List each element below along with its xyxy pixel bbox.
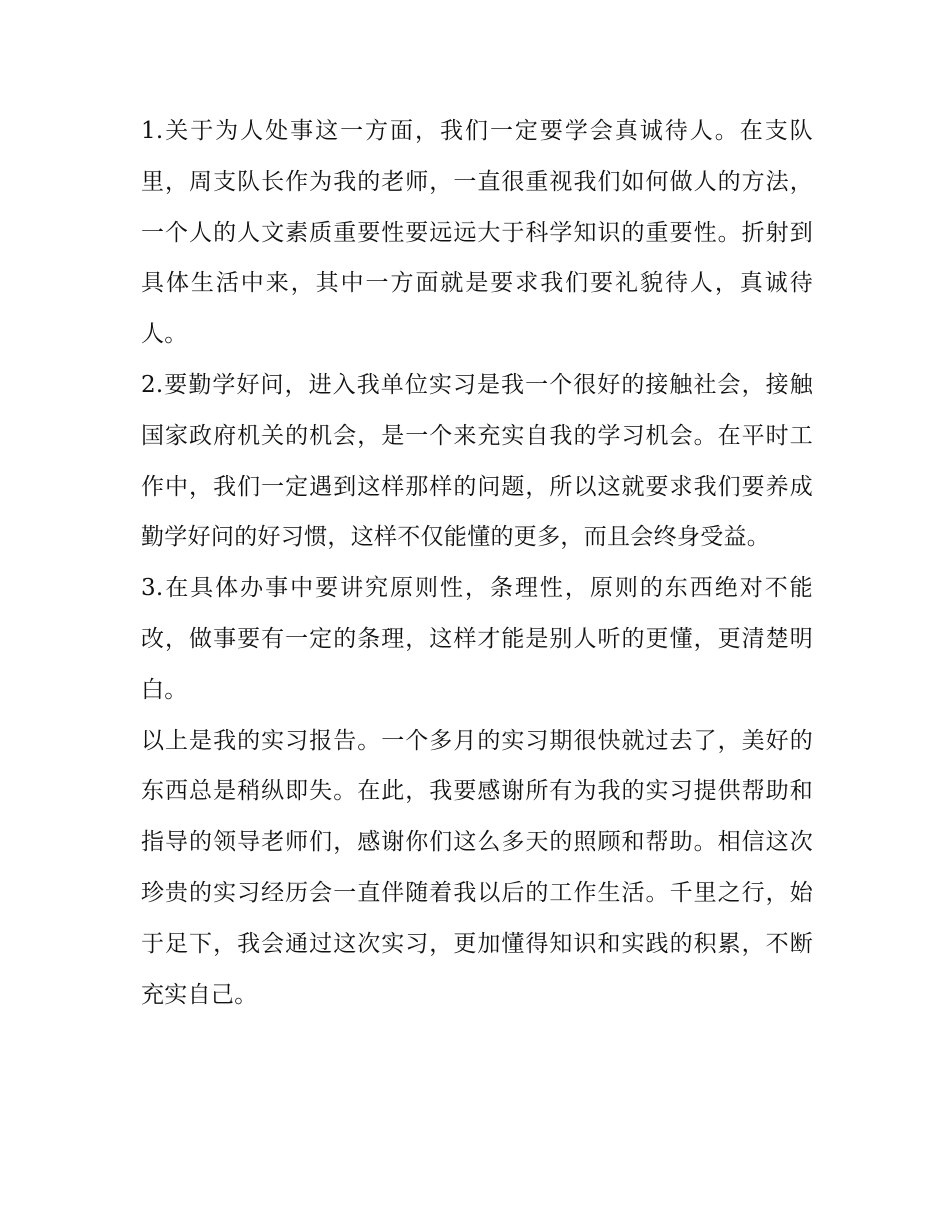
document-body xyxy=(141,106,813,1020)
paragraph-principle-sincerity: 1.关于为人处事这一方面，我们一定要学会真诚待人。在支队里，周支队长作为我的老师，一直很重视我们如何做人的方法，一个人的人文素质重要性要远远大于科学知识的重要性。折射到具体生活中来，其中一方面就是要求我们要礼貌待人，真诚待人。 xyxy=(141,118,813,348)
paragraph-principles-order: 3.在具体办事中要讲究原则性，条理性，原则的东西绝对不能改，做事要有一定的条理，这样才能是别人听的更懂，更清楚明白。 xyxy=(141,575,813,703)
paragraph-diligent-learning: 2.要勤学好问，进入我单位实习是我一个很好的接触社会，接触国家政府机关的机会，是一个来充实自我的学习机会。在平时工作中，我们一定遇到这样那样的问题，所以这就要求我们要养成勤学好问的好习惯，这样不仅能懂的更多，而且会终身受益。 xyxy=(141,371,813,551)
paragraph-conclusion: 以上是我的实习报告。一个多月的实习期很快就过去了，美好的东西总是稍纵即失。在此，我要感谢所有为我的实习提供帮助和指导的领导老师们，感谢你们这么多天的照顾和帮助。相信这次珍贵的实习经历会一直伴随着我以后的工作生活。千里之行，始于足下，我会通过这次实习，更加懂得知识和实践的积累，不断充实自己。 xyxy=(141,727,813,1008)
